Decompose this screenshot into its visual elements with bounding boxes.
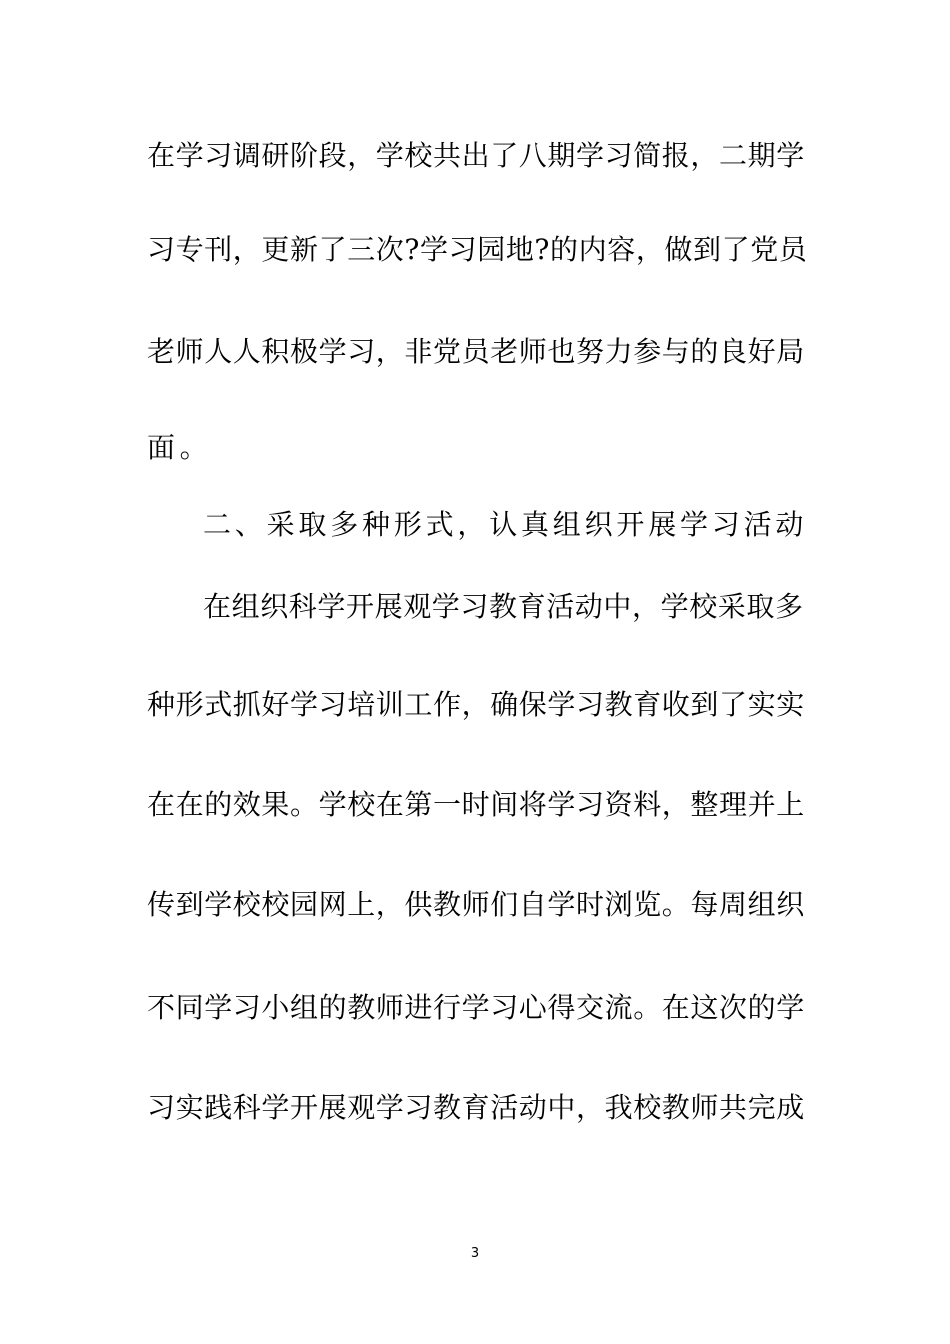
text-line-9: 传到学校校园网上，供教师们自学时浏览。每周组织 <box>147 888 805 921</box>
text-line-4: 面。 <box>147 431 213 464</box>
text-line-6: 在组织科学开展观学习教育活动中，学校采取多 <box>203 590 804 623</box>
text-line-2: 习专刊，更新了三次?学习园地?的内容，做到了党员 <box>147 233 808 266</box>
text-line-11: 习实践科学开展观学习教育活动中，我校教师共完成 <box>147 1091 805 1124</box>
text-line-8: 在在的效果。学校在第一时间将学习资料，整理并上 <box>147 788 805 821</box>
text-line-3: 老师人人积极学习，非党员老师也努力参与的良好局 <box>147 335 805 368</box>
text-line-7: 种形式抓好学习培训工作，确保学习教育收到了实实 <box>147 688 805 721</box>
page-number: 3 <box>470 1246 480 1261</box>
text-line-1: 在学习调研阶段，学校共出了八期学习简报，二期学 <box>147 139 805 172</box>
text-line-10: 不同学习小组的教师进行学习心得交流。在这次的学 <box>147 991 805 1024</box>
section-heading: 二、采取多种形式，认真组织开展学习活动 <box>203 508 808 541</box>
